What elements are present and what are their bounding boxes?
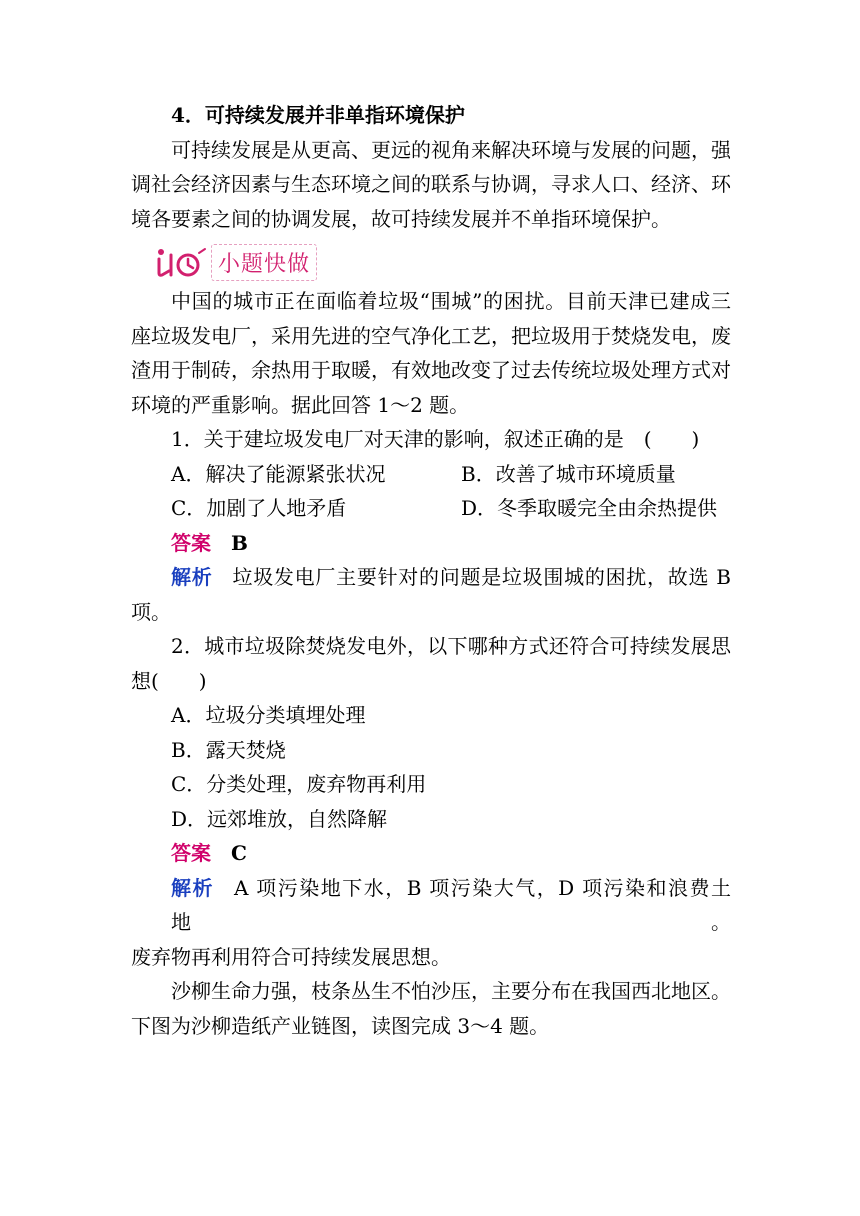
- explanation-label: 解析: [171, 565, 213, 589]
- option-b: B．改善了城市环境质量: [461, 461, 676, 486]
- explanation-line: [131, 871, 731, 940]
- question-stem: 2．城市垃圾除焚烧发电外，以下哪种方式还符合可持续发展思: [171, 634, 731, 658]
- passage-line: 中国的城市正在面临着垃圾“围城”的困扰。目前天津已建成三: [171, 289, 731, 313]
- answer-line: [131, 526, 731, 561]
- answer-value: C: [231, 841, 247, 865]
- question-stem: 想( ): [131, 668, 207, 693]
- option-d: D．冬季取暖完全由余热提供: [461, 496, 718, 520]
- section-body-line: 境各要素之间的协调发展，故可持续发展并不单指环境保护。: [131, 206, 671, 231]
- explanation-line: [131, 560, 731, 595]
- section-heading: 4．可持续发展并非单指环境保护: [171, 103, 465, 127]
- explanation-label: 解析: [171, 875, 214, 900]
- answer-label: 答案: [171, 841, 211, 865]
- passage-line: 沙柳生命力强，枝条丛生不怕沙压，主要分布在我国西北地区。: [171, 979, 731, 1003]
- option-d: D．远郊堆放，自然降解: [171, 806, 388, 831]
- option-c: C．分类处理，废弃物再利用: [171, 772, 427, 796]
- option-a: A．垃圾分类填埋处理: [171, 703, 366, 727]
- answer-label: 答案: [171, 530, 211, 555]
- section-body-line: 调社会经济因素与生态环境之间的联系与协调，寻求人口、经济、环: [131, 172, 731, 196]
- explanation-line: 废弃物再利用符合可持续发展思想。: [131, 944, 451, 969]
- explanation-text: 垃圾发电厂主要针对的问题是垃圾围城的困扰，故选 B: [232, 565, 732, 589]
- passage-line: 座垃圾发电厂，采用先进的空气净化工艺，把垃圾用于焚烧发电，废: [131, 323, 731, 348]
- option-row: [131, 457, 731, 492]
- small-question-logo-icon: [155, 245, 207, 279]
- passage-line: 下图为沙柳造纸产业链图，读图完成 3～4 题。: [131, 1013, 550, 1038]
- content: [131, 98, 731, 1043]
- option-b: B．露天焚烧: [171, 737, 286, 762]
- answer-line: [131, 836, 731, 871]
- option-row: [131, 491, 731, 526]
- explanation-line: 项。: [131, 599, 171, 624]
- option-a: A．解决了能源紧张状况: [171, 461, 386, 486]
- passage-line: 渣用于制砖，余热用于取暖，有效地改变了过去传统垃圾处理方式对: [131, 358, 731, 382]
- answer-value: B: [231, 530, 248, 555]
- explanation-text: A 项污染地下水，B 项污染大气，D 项污染和浪费土地。: [171, 875, 732, 934]
- section-body-line: 可持续发展是从更高、更远的视角来解决环境与发展的问题，强: [171, 137, 731, 162]
- practice-banner: [155, 240, 731, 284]
- option-c: C．加剧了人地矛盾: [171, 496, 347, 520]
- passage-line: 环境的严重影响。据此回答 1～2 题。: [131, 392, 470, 417]
- practice-banner-label: 小题快做: [211, 244, 317, 281]
- question-stem: 1．关于建垃圾发电厂对天津的影响，叙述正确的是 ( ): [171, 427, 700, 451]
